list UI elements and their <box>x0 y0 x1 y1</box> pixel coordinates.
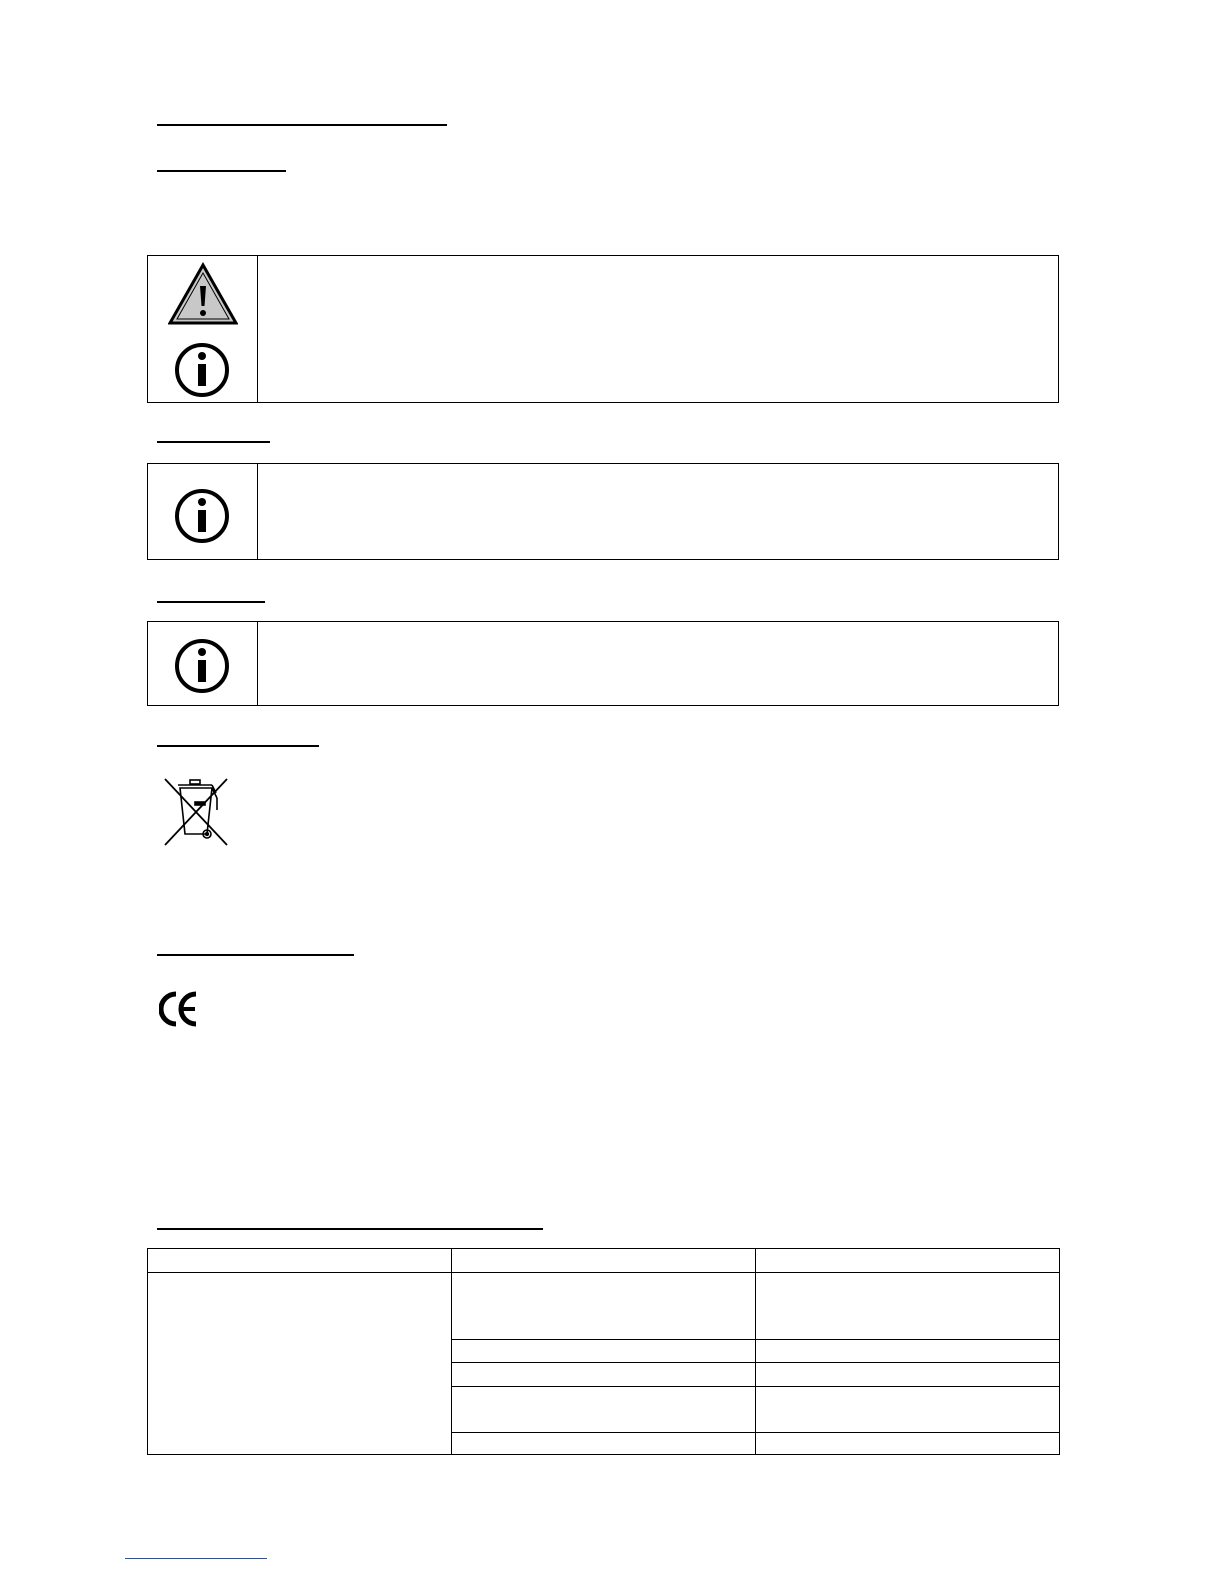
disposal-heading-rule <box>157 745 319 747</box>
table-header-row <box>148 1249 1060 1273</box>
info-circle-icon <box>174 488 230 544</box>
table-cell <box>756 1433 1060 1455</box>
table-cell <box>452 1249 756 1273</box>
info-notice-box-2 <box>147 621 1059 706</box>
table-cell <box>756 1273 1060 1340</box>
doc-heading-rule <box>157 124 447 126</box>
table-cell <box>756 1249 1060 1273</box>
table-cell <box>452 1340 756 1363</box>
safety-heading-rule <box>157 170 286 172</box>
table-cell <box>452 1387 756 1433</box>
ce-mark-icon <box>159 991 199 1027</box>
table-cell <box>756 1387 1060 1433</box>
table-cell <box>148 1249 452 1273</box>
icon-column <box>148 464 258 559</box>
footer-link-underline[interactable] <box>125 1558 267 1559</box>
info-circle-icon <box>174 638 230 694</box>
table-cell <box>452 1273 756 1340</box>
specs-heading-rule <box>157 1228 543 1230</box>
notes-heading-rule <box>157 601 265 603</box>
info-notice-box-1 <box>147 463 1059 560</box>
safety-notice-box <box>147 255 1059 403</box>
info-circle-icon <box>174 342 230 398</box>
warning-triangle-icon <box>168 262 238 326</box>
table-row <box>148 1273 1060 1340</box>
table-cell <box>756 1340 1060 1363</box>
table-cell <box>452 1363 756 1387</box>
icon-column <box>148 622 258 705</box>
conformity-heading-rule <box>157 954 354 956</box>
table-cell <box>452 1433 756 1455</box>
table-cell <box>756 1363 1060 1387</box>
crossed-out-wheelie-bin-icon <box>162 776 230 848</box>
spec-table <box>147 1248 1060 1455</box>
care-heading-rule <box>157 441 270 443</box>
table-cell-merged <box>148 1273 452 1455</box>
icon-column <box>148 256 258 402</box>
